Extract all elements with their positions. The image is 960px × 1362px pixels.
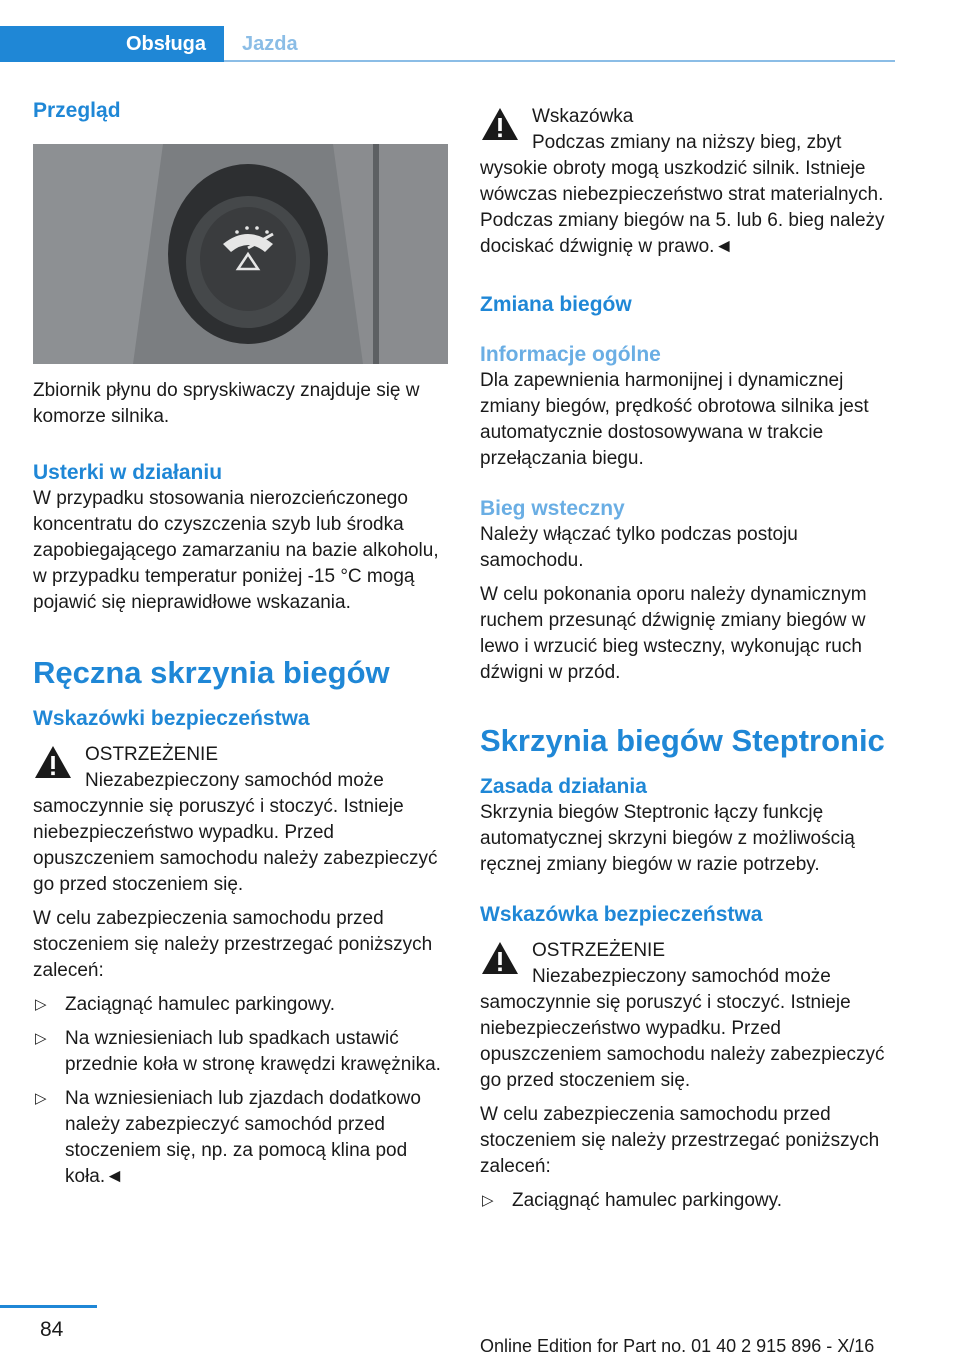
safety-heading: Wskazówki bezpieczeństwa [33,707,310,730]
secure-list [480,1188,898,1214]
warning-triangle-icon [480,106,520,142]
hint-title: Wskazówka [532,106,634,127]
triangle-bullet-icon: ▷ [35,1090,47,1107]
principle-heading: Zasada działania [480,775,647,798]
triangle-bullet-icon: ▷ [35,1030,47,1047]
general-info-heading: Informacje ogólne [480,343,661,366]
faults-text: W przypadku stosowania nierozcieńczonego koncentratu do czyszczenia szyb lub środka zapobiegającego zamarzaniu na bazie alkoholu, w przypadku temperatur poniżej -15 °C mogą pojawić się nieprawidłowe wskazania. [33,488,439,613]
list-item: ▷ Zaciągnąć hamulec parkingowy. [33,992,453,1018]
general-info-text: Dla zapewnienia harmonijnej i dynamicznej zmiany biegów, prędkość obrotowa silnika jest automatycznie dostosowywana w trakcie przełączania biegu. [480,370,869,469]
warning-text: Niezabezpieczony samochód może samoczynnie się poruszyć i stoczyć. Istnieje niebezpieczeństwo wypadku. Przed opuszczeniem samochodu należy zabezpieczyć go przed stoczeniem się. [480,966,885,1091]
safety-hint-heading: Wskazówka bezpieczeństwa [480,903,763,926]
hint-block [480,104,898,260]
secure-text: W celu zabezpieczenia samochodu przed stoczeniem się należy przestrzegać poniższych zaleceń: [480,1104,880,1177]
warning-triangle-icon [480,940,520,976]
faults-heading: Usterki w działaniu [33,461,223,484]
overview-heading: Przegląd [33,99,121,122]
header-divider [224,60,895,62]
footer-divider [0,1305,97,1308]
reverse-text-1: Należy włączać tylko podczas postoju samochodu. [480,524,798,571]
washer-cap-image [33,144,448,364]
tab-jazda[interactable]: Jazda [242,32,298,55]
warning-text: Niezabezpieczony samochód może samoczynnie się poruszyć i stoczyć. Istnieje niebezpieczeństwo wypadku. Przed opuszczeniem samochodu należy zabezpieczyć go przed stoczeniem się. [33,770,438,895]
tab-obsluga[interactable]: Obsługa [0,26,224,62]
triangle-bullet-icon: ▷ [35,996,47,1013]
steptronic-heading: Skrzynia biegów Steptronic [480,723,885,758]
right-column [480,104,898,1214]
warning-block [480,938,898,1094]
edition-text: Online Edition for Part no. 01 40 2 915 896 - X/16 [480,1336,875,1356]
photo-caption: Zbiornik płynu do spryskiwaczy znajduje się w komorze silnika. [33,380,420,427]
warning-title: OSTRZEŻENIE [85,744,219,765]
list-item: ▷ Na wzniesieniach lub spadkach ustawić przednie koła w stronę krawędzi krawężnika. [35,1028,441,1075]
left-column [33,98,453,1190]
secure-list [33,992,453,1190]
warning-triangle-icon [33,744,73,780]
gear-change-heading: Zmiana biegów [480,293,632,316]
header-tabs [0,26,895,62]
secure-text: W celu zabezpieczenia samochodu przed stoczeniem się należy przestrzegać poniższych zaleceń: [33,908,433,981]
principle-text: Skrzynia biegów Steptronic łączy funkcję automatycznej skrzyni biegów z możliwością ręcznej zmiany biegów w razie potrzeby. [480,802,855,875]
page-number: 84 [40,1318,64,1341]
hint-text: Podczas zmiany na niższy bieg, zbyt wysokie obroty mogą uszkodzić silnik. Istnieje wówczas niebezpieczeństwo strat materialnych. Podczas zmiany biegów na 5. lub 6. bieg należy dociskać dźwignię w prawo.◄ [480,132,885,257]
triangle-bullet-icon: ▷ [482,1192,494,1209]
warning-title: OSTRZEŻENIE [532,940,666,961]
warning-block [33,742,453,898]
reverse-text-2: W celu pokonania oporu należy dynamicznym ruchem przesunąć dźwignię zmiany biegów w lewo i wrzucić bieg wsteczny, wykonując ruch dźwigni w przód. [480,584,867,683]
manual-gearbox-heading: Ręczna skrzynia biegów [33,655,390,690]
list-item: ▷ Na wzniesieniach lub zjazdach dodatkowo należy zabezpieczyć samochód przed stoczeniem się, np. za pomocą klina pod koła.◄ [35,1088,421,1187]
reverse-gear-heading: Bieg wsteczny [480,497,625,520]
washer-reservoir-photo [33,144,448,364]
list-item: ▷ Zaciągnąć hamulec parkingowy. [480,1188,898,1214]
